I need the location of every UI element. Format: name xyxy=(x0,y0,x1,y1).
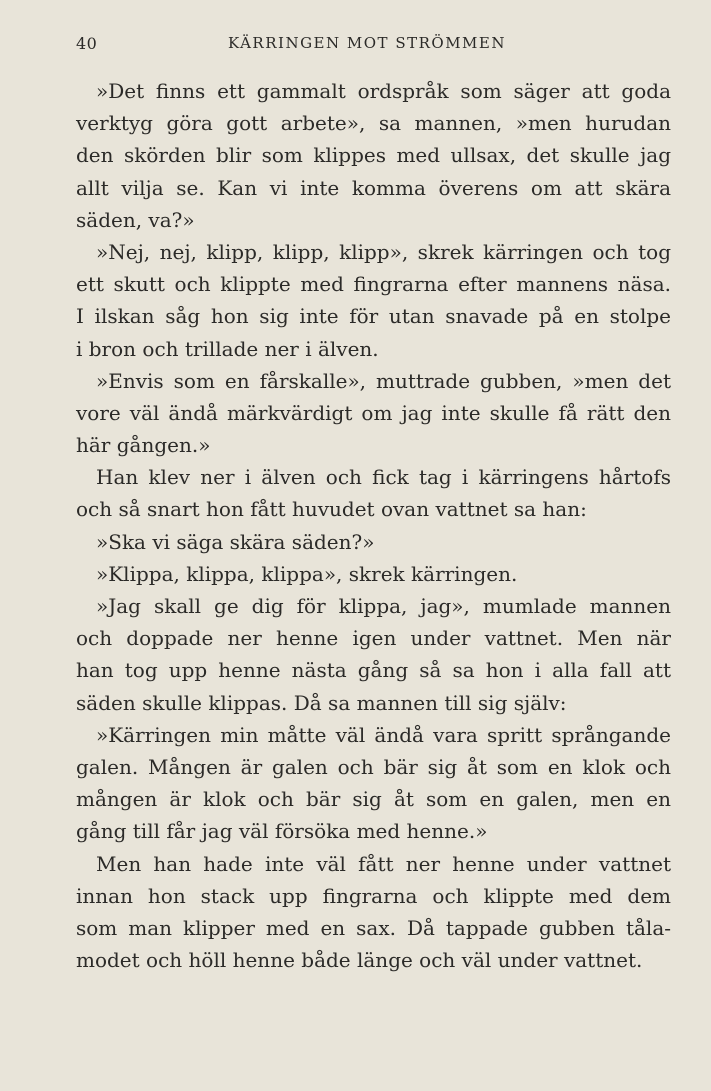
paragraph xyxy=(76,526,671,558)
running-head xyxy=(76,34,671,58)
text-line: ett skutt och klippte med fingrarna efter mannens näsa. xyxy=(76,272,671,297)
paragraph xyxy=(76,848,671,977)
text-line: »Ska vi säga skära säden?» xyxy=(96,529,375,554)
text-line: »Jag skall ge dig för klippa, jag», mumlade mannen xyxy=(96,594,671,618)
text-line: »Kärringen min måtte väl ändå vara spritt språngande xyxy=(96,722,671,747)
text-line: allt vilja se. Kan vi inte komma överens om att skära xyxy=(76,175,671,200)
text-line: verktyg göra gott arbete», sa mannen, »men hurudan xyxy=(76,111,671,136)
page-number: 40 xyxy=(76,34,98,53)
body-text xyxy=(76,75,671,976)
text-line: mången är klok och bär sig åt som en galen, men en xyxy=(76,787,671,812)
text-line: och doppade ner henne igen under vattnet. Men när xyxy=(76,626,671,651)
text-line: gång till får jag väl försöka med henne.» xyxy=(76,819,488,844)
text-line: »Nej, nej, klipp, klipp, klipp», skrek kärringen och tog xyxy=(96,239,671,264)
text-line: »Det finns ett gammalt ordspråk som säger att goda xyxy=(96,79,671,103)
text-line: modet och höll henne både länge och väl under vattnet. xyxy=(76,948,643,973)
paragraph xyxy=(76,719,671,848)
paragraph xyxy=(76,558,671,590)
text-line: »Klippa, klippa, klippa», skrek kärringen. xyxy=(96,561,518,586)
text-line: och så snart hon fått huvudet ovan vattnet sa han: xyxy=(76,497,587,522)
text-line: Han klev ner i älven och fick tag i kärringens hårtofs xyxy=(96,465,671,490)
text-line: Men han hade inte väl fått ner henne under vattnet xyxy=(96,851,671,876)
text-line: i bron och trillade ner i älven. xyxy=(76,336,379,361)
running-title: KÄRRINGEN MOT STRÖMMEN xyxy=(228,34,506,52)
paragraph xyxy=(76,236,671,365)
text-line: den skörden blir som klippes med ullsax, det skulle jag xyxy=(76,143,671,168)
text-line: innan hon stack upp fingrarna och klippte med dem xyxy=(76,883,671,908)
paragraph xyxy=(76,590,671,719)
text-line: »Envis som en fårskalle», muttrade gubben, »men det xyxy=(96,368,671,393)
text-line: vore väl ändå märkvärdigt om jag inte skulle få rätt den xyxy=(76,400,671,425)
paragraph xyxy=(76,365,671,462)
text-line: I ilskan såg hon sig inte för utan snavade på en stolpe xyxy=(76,304,671,329)
text-line: här gången.» xyxy=(76,433,211,458)
paragraph xyxy=(76,461,671,525)
text-line: han tog upp henne nästa gång så sa hon i alla fall att xyxy=(76,658,671,683)
text-line: galen. Mången är galen och bär sig åt som en klok och xyxy=(76,754,671,779)
paragraph xyxy=(76,75,671,236)
text-line: som man klipper med en sax. Då tappade gubben tåla- xyxy=(76,915,671,940)
text-line: säden, va?» xyxy=(76,207,195,232)
text-line: säden skulle klippas. Då sa mannen till sig själv: xyxy=(76,690,567,715)
